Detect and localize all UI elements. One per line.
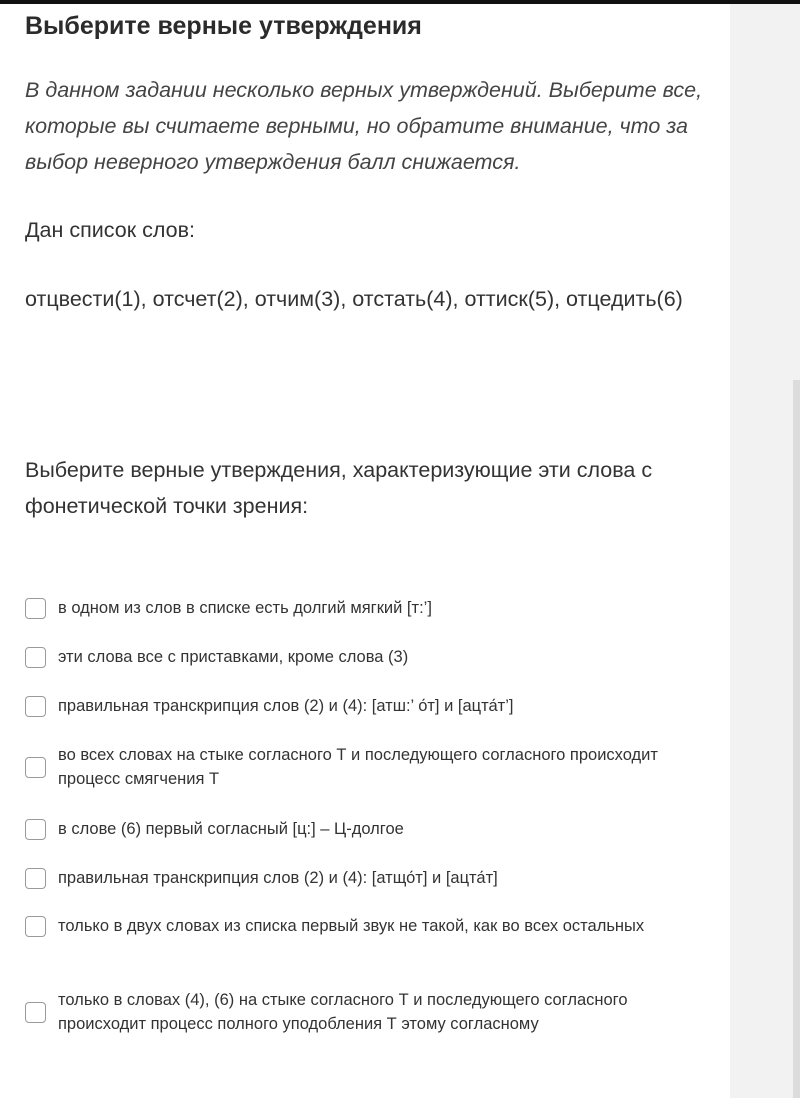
answer-option[interactable] xyxy=(25,743,705,791)
answer-option-label: эти слова все с приставками, кроме слова (3) xyxy=(58,648,409,666)
answer-option-label: во всех словах на стыке согласного Т и последующего согласного происходит процесс смягчения Т xyxy=(58,746,658,788)
task-instructions: В данном задании несколько верных утверждений. Выберите все, которые вы считаете верными, но обратите внимание, что за выбор неверного утверждения балл снижается. xyxy=(25,78,703,174)
checkbox[interactable] xyxy=(25,1002,46,1023)
answer-option[interactable] xyxy=(25,817,705,841)
answer-option[interactable] xyxy=(25,866,705,890)
answer-option-label: правильная транскрипция слов (2) и (4): [атш:’ о́т] и [ацта́т’] xyxy=(58,697,514,715)
task-title: Выберите верные утверждения xyxy=(25,12,422,40)
checkbox[interactable] xyxy=(25,647,46,668)
checkbox[interactable] xyxy=(25,696,46,717)
answer-option-label: правильная транскрипция слов (2) и (4): [атщо́т] и [ацта́т] xyxy=(58,869,498,887)
checkbox[interactable] xyxy=(25,819,46,840)
checkbox[interactable] xyxy=(25,757,46,778)
side-panel xyxy=(730,4,800,1098)
checkbox[interactable] xyxy=(25,868,46,889)
question-text: Выберите верные утверждения, характеризующие эти слова с фонетической точки зрения: xyxy=(25,458,653,518)
top-bar xyxy=(0,0,800,4)
checkbox[interactable] xyxy=(25,916,46,937)
answer-option-label: в слове (6) первый согласный [ц:] – Ц-долгое xyxy=(58,820,404,838)
answer-option[interactable] xyxy=(25,988,705,1036)
answer-option[interactable] xyxy=(25,914,705,938)
words-label: Дан список слов: xyxy=(25,218,195,242)
answer-option-label: только в словах (4), (6) на стыке согласного Т и последующего согласного происходит процесс полного уподобления Т этому согласному xyxy=(58,991,628,1033)
answer-option[interactable] xyxy=(25,645,705,669)
answer-option[interactable] xyxy=(25,596,705,620)
checkbox[interactable] xyxy=(25,598,46,619)
words-list: отцвести(1), отсчет(2), отчим(3), отстать(4), оттиск(5), отцедить(6) xyxy=(25,287,683,311)
answer-option-label: только в двух словах из списка первый звук не такой, как во всех остальных xyxy=(58,917,645,935)
answer-option-label: в одном из слов в списке есть долгий мягкий [т:’] xyxy=(58,599,432,617)
answer-option[interactable] xyxy=(25,694,705,718)
scrollbar[interactable] xyxy=(793,380,800,1098)
